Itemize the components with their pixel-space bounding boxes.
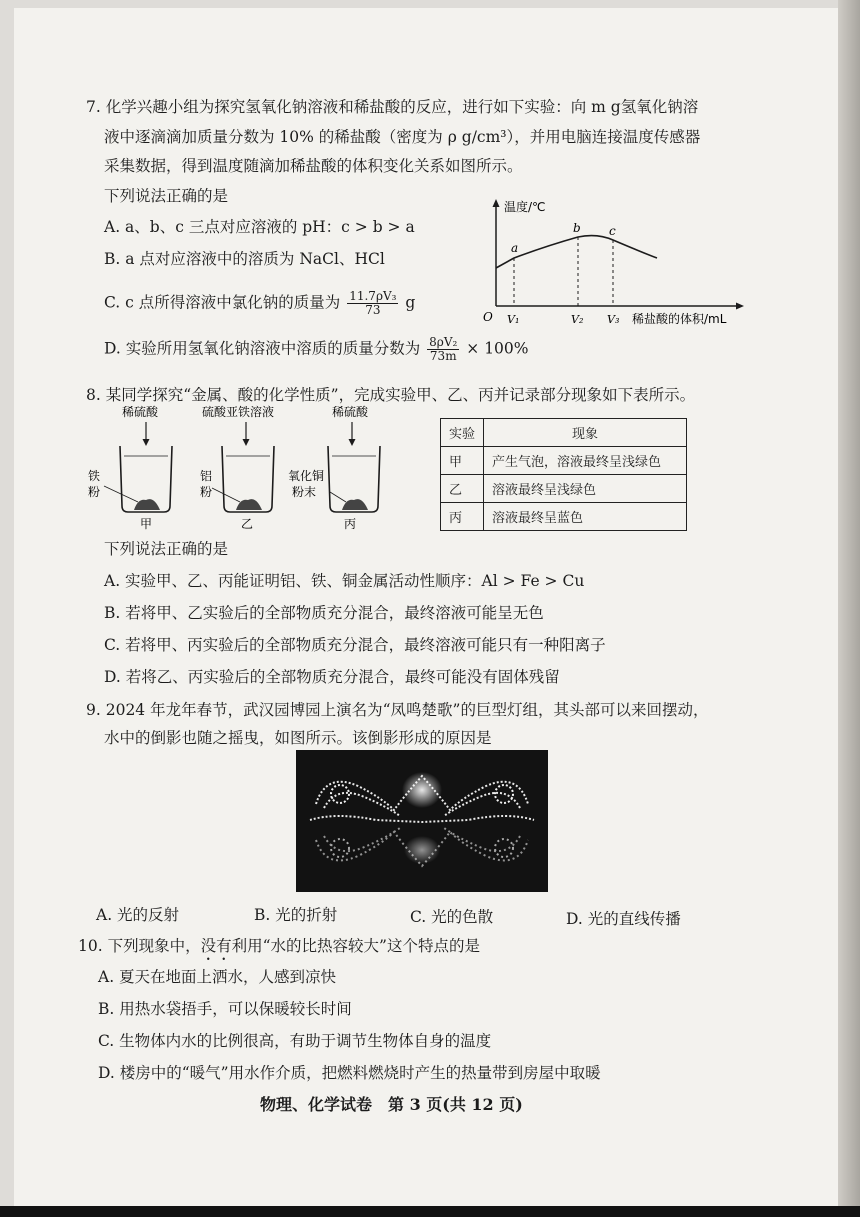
- q8-line1: 8. 某同学探究“金属、酸的化学性质”，完成实验甲、乙、丙并记录部分现象如下表所示。: [86, 386, 696, 404]
- beaker-yi-label: 乙: [241, 517, 254, 531]
- chart-point-a: a: [511, 241, 519, 255]
- table-row: [441, 503, 687, 531]
- q8-option-d: D. 若将乙、丙实验后的全部物质充分混合，最终可能没有固体残留: [104, 668, 560, 686]
- beaker-yi-side1: 铝: [200, 469, 213, 483]
- beaker-jia-top-label: 稀硫酸: [122, 405, 159, 419]
- beaker-bing-label: 丙: [344, 517, 357, 531]
- chart-tick-v2: V₂: [571, 313, 584, 326]
- table-header-cell: 现象: [484, 419, 687, 447]
- beaker-jia-side2: 粉: [88, 485, 101, 499]
- q7-option-c: [104, 290, 415, 317]
- q7-option-d-fraction: [427, 336, 459, 363]
- q10-emphasis: 没有: [200, 937, 232, 955]
- beaker-jia-arrowhead: [143, 439, 150, 446]
- table-cell: 乙: [441, 475, 484, 503]
- q10-line1-start: 10. 下列现象中，: [78, 937, 201, 955]
- q7-option-c-text: C. c 点所得溶液中氯化钠的质量为: [104, 293, 341, 312]
- chart-x-arrow: [736, 303, 744, 310]
- beaker-bing-arrowhead: [349, 439, 356, 446]
- q9-lantern-reflection-image: [296, 750, 548, 892]
- chart-x-label: 稀盐酸的体积/mL: [632, 312, 727, 326]
- q7-option-a: A. a、b、c 三点对应溶液的 pH：c > b > a: [104, 218, 415, 236]
- q9-lantern-photo: [296, 750, 548, 892]
- q7-prompt: 下列说法正确的是: [104, 187, 229, 205]
- q7-line3: 采集数据，得到温度随滴加稀盐酸的体积变化关系如图所示。: [104, 157, 523, 175]
- beaker-bing-solid: [342, 499, 368, 510]
- beaker-bing-side1: 氧化铜: [288, 469, 325, 483]
- beaker-jia-label: 甲: [140, 517, 153, 531]
- beaker-jia-solid: [134, 499, 160, 510]
- q9-option-b: B. 光的折射: [254, 906, 338, 924]
- q9-line2: 水中的倒影也随之摇曳，如图所示。该倒影形成的原因是: [104, 729, 492, 747]
- chart-point-c: c: [609, 224, 616, 238]
- q7-option-b: B. a 点对应溶液中的溶质为 NaCl、HCl: [104, 250, 385, 268]
- beaker-yi-side2: 粉: [200, 485, 213, 499]
- q7-option-d-suffix: × 100%: [466, 339, 529, 358]
- table-cell: 溶液最终呈蓝色: [484, 503, 687, 531]
- q7-line1: 7. 化学兴趣小组为探究氢氧化钠溶液和稀盐酸的反应，进行如下实验：向 m g氢氧化钠溶: [86, 98, 699, 116]
- beaker-yi-pointer: [212, 488, 240, 502]
- q9-option-c: C. 光的色散: [410, 908, 494, 926]
- q7-option-c-fraction: [347, 290, 398, 317]
- q8-option-a: A. 实验甲、乙、丙能证明铝、铁、铜金属活动性顺序：Al > Fe > Cu: [104, 572, 585, 590]
- scan-edge-bottom: [0, 1206, 860, 1217]
- table-cell: 甲: [441, 447, 484, 475]
- beaker-jia: [88, 404, 172, 531]
- q7-d-denominator: 73m: [429, 349, 457, 363]
- chart-point-b: b: [573, 221, 581, 235]
- table-cell: 溶液最终呈浅绿色: [484, 475, 687, 503]
- q8-option-b: B. 若将甲、乙实验后的全部物质充分混合，最终溶液可能呈无色: [104, 604, 544, 622]
- chart-y-arrow: [493, 199, 500, 207]
- q7-option-c-unit: g: [405, 293, 416, 312]
- q9-option-a: A. 光的反射: [96, 906, 180, 924]
- q7-temperature-chart: [476, 196, 762, 332]
- q7-option-d-text: D. 实验所用氢氧化钠溶液中溶质的质量分数为: [104, 339, 421, 358]
- q10-option-c: C. 生物体内水的比例很高，有助于调节生物体自身的温度: [98, 1032, 492, 1050]
- q8-observation-table: [440, 418, 687, 531]
- beaker-jia-side1: 铁: [88, 469, 101, 483]
- beaker-yi-top-label: 硫酸亚铁溶液: [202, 405, 275, 419]
- q10-line1-end: 利用“水的比热容较大”这个特点的是: [231, 937, 480, 955]
- page-footer: 物理、化学试卷 第 3 页(共 12 页): [260, 1095, 523, 1114]
- chart-temperature-curve: [496, 236, 657, 268]
- table-cell: 产生气泡，溶液最终呈浅绿色: [484, 447, 687, 475]
- q7-d-numerator: 8ρV₂: [429, 335, 458, 349]
- chart-origin: O: [483, 310, 493, 324]
- beaker-bing: [288, 404, 380, 531]
- q8-option-c: C. 若将甲、丙实验后的全部物质充分混合，最终溶液可能只有一种阳离子: [104, 636, 606, 654]
- q7-c-denominator: 73: [365, 303, 381, 317]
- q7-option-d: [104, 336, 529, 363]
- q10-option-a: A. 夏天在地面上洒水，人感到凉快: [98, 968, 337, 986]
- table-header-row: [441, 419, 687, 447]
- q7-line2: 液中逐滴滴加质量分数为 10% 的稀盐酸（密度为 ρ g/cm³），并用电脑连接温度传感器: [104, 128, 701, 146]
- table-row: [441, 475, 687, 503]
- table-header-cell: 实验: [441, 419, 484, 447]
- chart-y-label: 温度/℃: [504, 200, 546, 214]
- q8-beakers-figure: [86, 400, 426, 540]
- q8-prompt: 下列说法正确的是: [104, 540, 229, 558]
- chart-tick-v3: V₃: [607, 313, 620, 326]
- beaker-bing-top-label: 稀硫酸: [332, 405, 369, 419]
- beaker-yi-solid: [236, 499, 262, 510]
- beaker-yi-arrowhead: [243, 439, 250, 446]
- q10-option-b: B. 用热水袋捂手，可以保暖较长时间: [98, 1000, 352, 1018]
- q9-line1: 9. 2024 年龙年春节，武汉园博园上演名为“凤鸣楚歌”的巨型灯组，其头部可以来回摆动，: [86, 701, 709, 719]
- table-cell: 丙: [441, 503, 484, 531]
- q10-line1: [78, 935, 480, 964]
- scan-edge-right: [838, 0, 860, 1217]
- beaker-bing-pointer: [330, 492, 346, 502]
- beaker-bing-side2: 粉末: [292, 485, 317, 499]
- beaker-yi: [200, 404, 274, 531]
- table-row: [441, 447, 687, 475]
- q10-option-d: D. 楼房中的“暖气”用水作介质，把燃料燃烧时产生的热量带到房屋中取暖: [98, 1064, 601, 1082]
- chart-tick-v1: V₁: [507, 313, 520, 326]
- q9-option-d: D. 光的直线传播: [566, 910, 681, 928]
- q7-c-numerator: 11.7ρV₃: [349, 289, 397, 303]
